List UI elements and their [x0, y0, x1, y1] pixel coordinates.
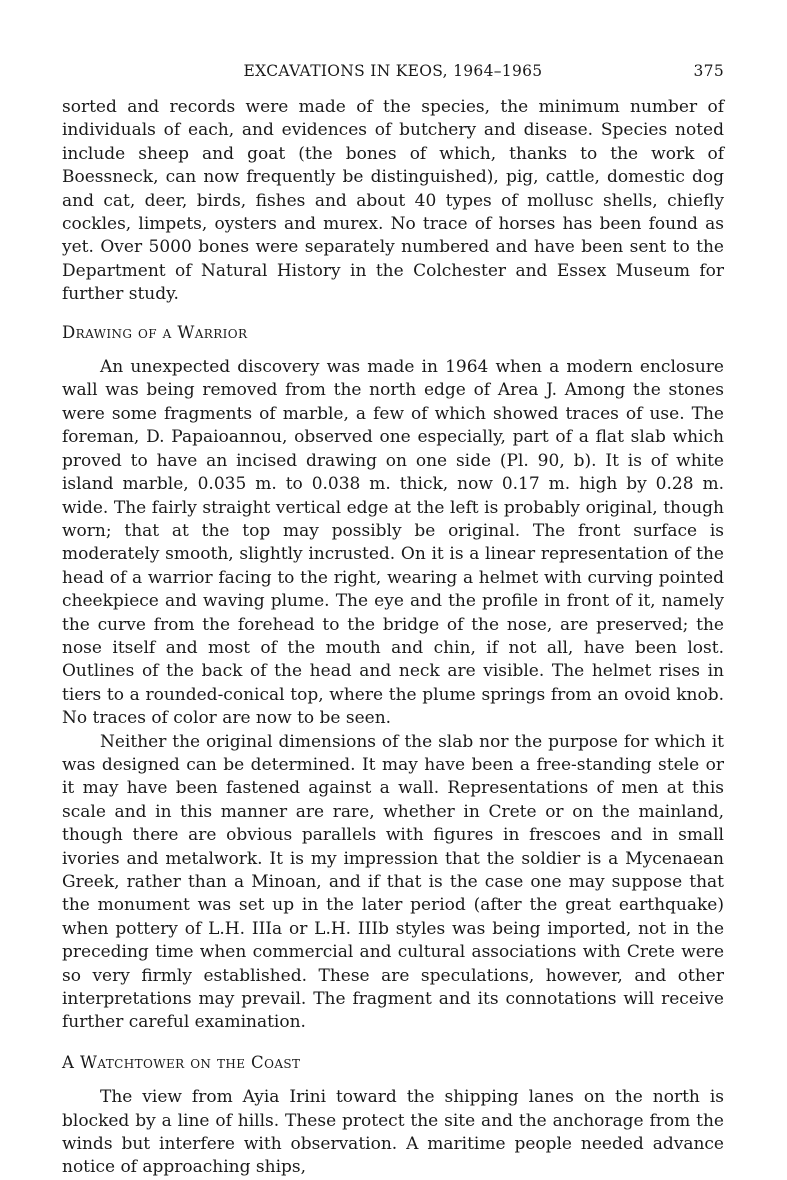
page-number: 375	[693, 62, 724, 80]
paragraph-warrior-interpretation: Neither the original dimensions of the slab nor the purpose for which it was designed can be determined. It may have been a free-standing stele or it may have been fastened against a wall. Representations of men at this scale and in this manner are rare, whether in Crete or on the mainland, though there are obvious parallels with figures in frescoes and in small ivories and metalwork. It is my impression that the soldier is a Mycenaean Greek, rather than a Minoan, and if that is the case one may suppose that the monument was set up in the later period (after the great earthquake) when pottery of L.H. IIIa or L.H. IIIb styles was being imported, not in the preceding time when commercial and cultural associations with Crete were so very firmly established. These are speculations, however, and other interpretations may prevail. The fragment and its connotations will receive further careful examination.	[62, 731, 724, 1033]
paragraph-watchtower: The view from Ayia Irini toward the shipping lanes on the north is blocked by a line of hills. These protect the site and the anchorage from the winds but interfere with observation. A maritime people needed advance notice of approaching ships,	[62, 1087, 724, 1178]
paragraph-continued: sorted and records were made of the species, the minimum number of individuals of each, and evidences of butchery and disease. Species noted include sheep and goat (the bones of which, thanks to the work of Boessneck, can now frequently be distinguished), pig, cattle, domestic dog and cat, deer, birds, fishes and about 40 types of mollusc shells, chiefly cockles, limpets, oysters and murex. No trace of horses has been found as yet. Over 5000 bones were separately numbered and have been sent to the Department of Natural History in the Colchester and Essex Museum for further study.	[62, 97, 724, 305]
running-title: EXCAVATIONS IN KEOS, 1964–1965	[243, 62, 543, 80]
section-heading-warrior: Drawing of a Warrior	[62, 322, 248, 342]
paragraph-warrior-discovery: An unexpected discovery was made in 1964 when a modern enclosure wall was being removed from the north edge of Area J. Among the stones were some fragments of marble, a few of which showed traces of use. The foreman, D. Papaioannou, observed one especially, part of a flat slab which proved to have an incised drawing on one side (Pl. 90, b). It is of white island marble, 0.035 m. to 0.038 m. thick, now 0.17 m. high by 0.28 m. wide. The fairly straight vertical edge at the left is probably original, though worn; that at the top may possibly be original. The front surface is moderately smooth, slightly incrusted. On it is a linear representation of the head of a warrior facing to the right, wearing a helmet with curving pointed cheekpiece and waving plume. The eye and the profile in front of it, namely the curve from the forehead to the bridge of the nose, are preserved; the nose itself and most of the mouth and chin, if not all, have been lost. Outlines of the back of the head and neck are visible. The helmet rises in tiers to a rounded-conical top, where the plume springs from an ovoid knob. No traces of color are now to be seen.	[62, 357, 724, 729]
body-text	[62, 96, 724, 1180]
section-heading-watchtower: A Watchtower on the Coast	[62, 1052, 301, 1072]
running-header	[62, 62, 724, 84]
